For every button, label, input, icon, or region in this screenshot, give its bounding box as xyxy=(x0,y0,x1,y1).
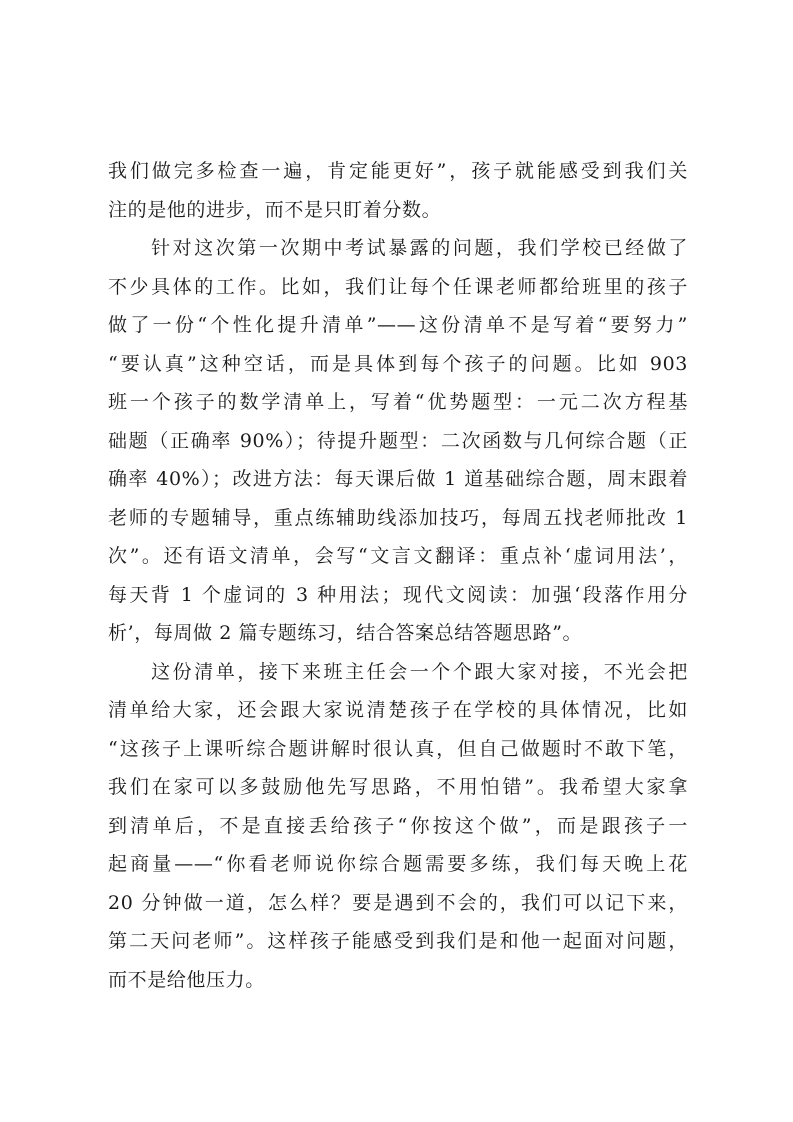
text-line: “这孩子上课听综合题讲解时很认真，但自己做题时不敢下笔， xyxy=(108,737,688,760)
text-line: 清单给大家，还会跟大家说清楚孩子在学校的具体情况，比如 xyxy=(108,699,688,721)
text-line: 第二天问老师”。这样孩子能感受到我们是和他一起面对问题， xyxy=(108,930,688,952)
text-line: 做了一份“个性化提升清单”——这份清单不是写着“要努力” xyxy=(108,314,688,336)
text-line: 析’，每周做 2 篇专题练习，结合答案总结答题思路”。 xyxy=(108,622,583,644)
text-line: 次”。还有语文清单，会写“文言文翻译：重点补‘虚词用法’， xyxy=(108,545,688,567)
text-line: 20 分钟做一道，怎么样？要是遇到不会的，我们可以记下来， xyxy=(108,891,688,914)
text-line: 我们做完多检查一遍，肯定能更好”，孩子就能感受到我们关 xyxy=(108,160,688,182)
text-line: 不少具体的工作。比如，我们让每个任课老师都给班里的孩子 xyxy=(108,275,688,298)
text-line: 起商量——“你看老师说你综合题需要多练，我们每天晚上花 xyxy=(108,853,688,875)
text-line: 老师的专题辅导，重点练辅助线添加技巧，每周五找老师批改 1 xyxy=(108,506,688,529)
text-line: “要认真”这种空话，而是具体到每个孩子的问题。比如 903 xyxy=(108,352,688,375)
text-line: 到清单后，不是直接丢给孩子“你按这个做”，而是跟孩子一 xyxy=(108,814,688,837)
text-line: 这份清单，接下来班主任会一个个跟大家对接，不光会把 xyxy=(108,660,688,683)
text-line: 而不是给他压力。 xyxy=(108,968,265,991)
text-line: 注的是他的进步，而不是只盯着分数。 xyxy=(108,198,442,221)
text-line: 我们在家可以多鼓励他先写思路，不用怕错”。我希望大家拿 xyxy=(108,776,688,798)
text-line: 班一个孩子的数学清单上，写着“优势题型：一元二次方程基 xyxy=(108,391,688,413)
document-body xyxy=(108,152,688,999)
text-line: 针对这次第一次期中考试暴露的问题，我们学校已经做了 xyxy=(108,237,688,259)
text-line: 每天背 1 个虚词的 3 种用法；现代文阅读：加强‘段落作用分 xyxy=(108,583,688,606)
text-line: 础题（正确率 90%）；待提升题型：二次函数与几何综合题（正 xyxy=(108,429,688,452)
text-line: 确率 40%）；改进方法：每天课后做 1 道基础综合题，周末跟着 xyxy=(108,468,688,490)
